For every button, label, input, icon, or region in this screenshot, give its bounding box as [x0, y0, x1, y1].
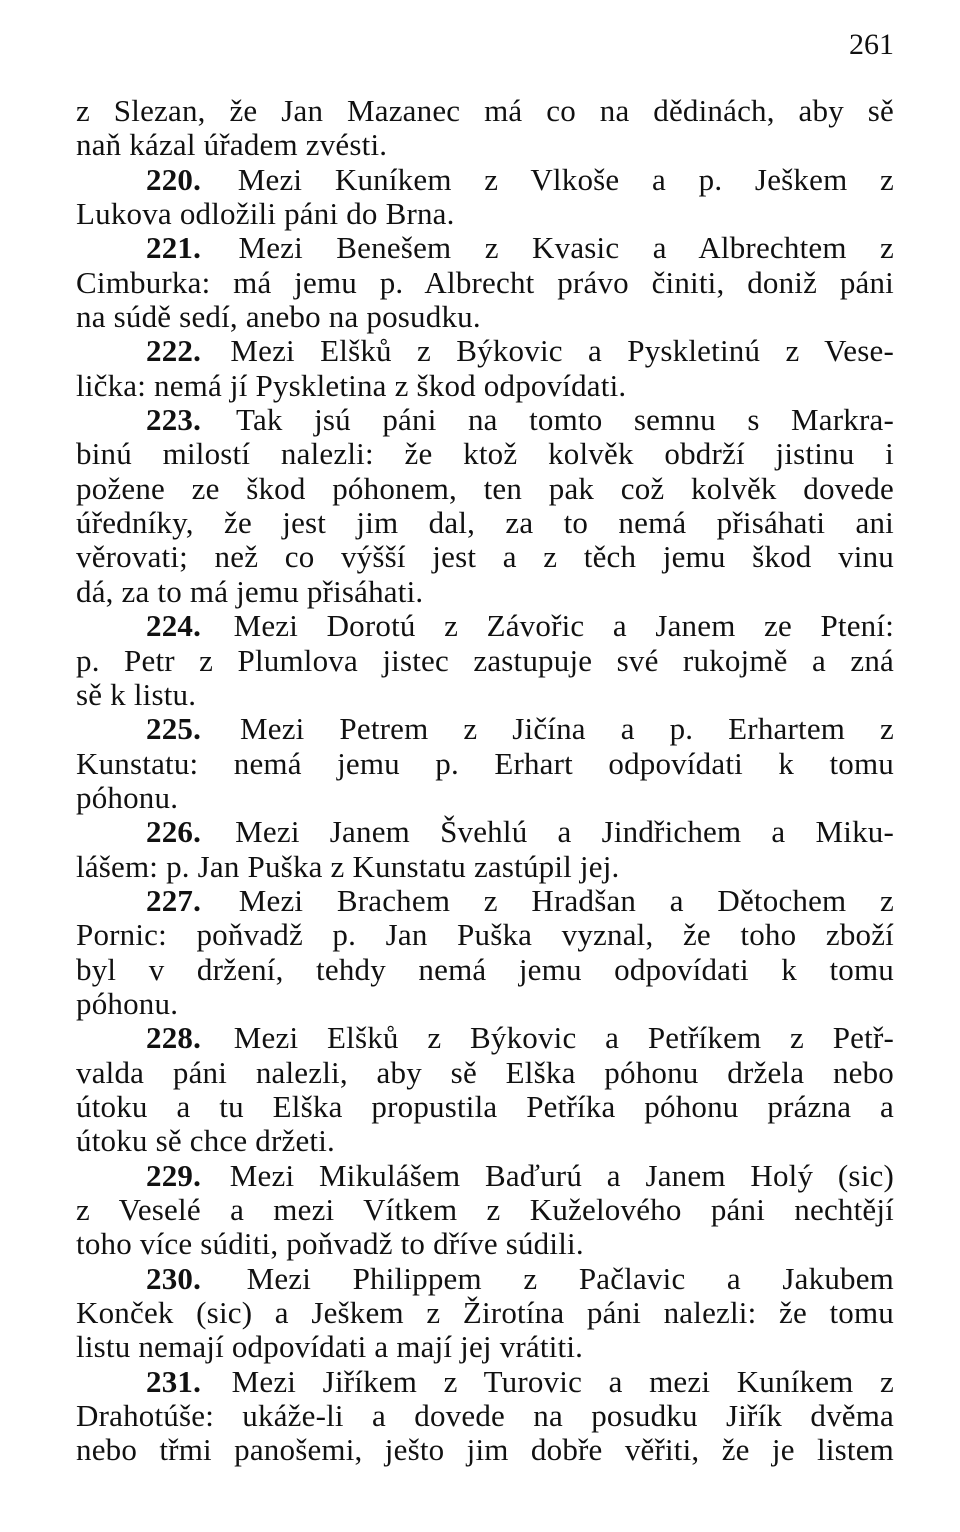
line-text: Mezi Petrem z Jičína a p. Erhartem z: [240, 712, 894, 747]
line-text: na súdě sedí, anebo na posudku.: [76, 300, 481, 335]
line-text: byl v držení, tehdy nemá jemu odpovídati k tomu: [76, 952, 894, 987]
line-text: útoku sě chce držeti.: [76, 1124, 335, 1159]
line-text: p. Petr z Plumlova jistec zastupuje své rukojmě a zná: [76, 643, 894, 678]
line-text: lička: nemá jí Pyskletina z škod odpovídati.: [76, 368, 627, 403]
entry-number: 223.: [146, 403, 202, 438]
text-line: [76, 231, 894, 265]
text-line: [76, 163, 894, 197]
line-text: sě k listu.: [76, 677, 197, 712]
line-text: Mezi Janem Švehlú a Jindřichem a Miku-: [235, 815, 894, 850]
entry-number: 220.: [146, 162, 202, 197]
line-text: Mezi Elšků z Býkovic a Petříkem z Petř-: [233, 1021, 894, 1056]
line-text: Mezi Elšků z Býkovic a Pyskletinú z Vese-: [230, 334, 894, 369]
body-text: [76, 94, 894, 1468]
entry-number: 227.: [146, 883, 202, 918]
text-line: [76, 300, 894, 334]
line-text: valda páni nalezli, aby sě Elška póhonu držela nebo: [76, 1055, 894, 1090]
entry-number: 221.: [146, 231, 202, 266]
text-line: [76, 1124, 894, 1158]
line-text: Mezi Mikulášem Baďurú a Janem Holý (sic): [229, 1158, 894, 1193]
line-text: Mezi Benešem z Kvasic a Albrechtem z: [238, 231, 894, 266]
text-line: [76, 437, 894, 471]
text-line: [76, 1433, 894, 1467]
text-line: [76, 369, 894, 403]
line-text: z Veselé a mezi Vítkem z Kuželového páni nechtějí: [76, 1193, 894, 1227]
text-line: [76, 1365, 894, 1399]
text-line: [76, 644, 894, 678]
line-text: z Slezan, že Jan Mazanec má co na dědinách, aby sě: [76, 94, 894, 128]
text-line: [76, 1296, 894, 1330]
line-text: lášem: p. Jan Puška z Kunstatu zastúpil jej.: [76, 849, 620, 884]
line-text: Cimburka: má jemu p. Albrecht právo činiti, doniž páni: [76, 265, 894, 300]
text-line: [76, 1399, 894, 1433]
text-line: [76, 197, 894, 231]
text-line: [76, 1330, 894, 1364]
line-text: Mezi Jiříkem z Turovic a mezi Kuníkem z: [231, 1364, 894, 1399]
entry-number: 222.: [146, 334, 202, 369]
line-text: Drahotúše: ukáže-li a dovede na posudku Jiřík dvěma: [76, 1399, 894, 1434]
line-text: dá, za to má jemu přisáhati.: [76, 574, 424, 609]
line-text: Mezi Brachem z Hradšan a Dětochem z: [238, 883, 894, 918]
entry-number: 231.: [146, 1364, 202, 1399]
text-line: [76, 884, 894, 918]
line-text: póhonu.: [76, 986, 179, 1021]
line-text: požene ze škod póhonem, ten pak což kolvěk dovede: [76, 471, 894, 506]
line-text: naň kázal úřadem zvésti.: [76, 128, 388, 163]
text-line: [76, 472, 894, 506]
entry-number: 229.: [146, 1158, 202, 1193]
text-line: [76, 575, 894, 609]
text-line: [76, 781, 894, 815]
text-line: [76, 1227, 894, 1261]
text-line: [76, 506, 894, 540]
text-line: [76, 1021, 894, 1055]
line-text: věrovati; než co výšší jest a z těch jemu škod vinu: [76, 540, 894, 575]
text-line: [76, 94, 894, 128]
line-text: Pornic: poňvadž p. Jan Puška vyznal, že toho zboží: [76, 918, 894, 953]
entry-number: 226.: [146, 815, 202, 850]
line-text: póhonu.: [76, 780, 179, 815]
text-line: [76, 747, 894, 781]
line-text: Mezi Dorotú z Závořic a Janem ze Ptení:: [233, 609, 894, 644]
line-text: listu nemají odpovídati a mají jej vrátiti.: [76, 1330, 584, 1365]
line-text: Kunstatu: nemá jemu p. Erhart odpovídati k tomu: [76, 746, 894, 781]
text-line: [76, 1056, 894, 1090]
line-text: nebo třmi panošemi, ješto jim dobře věřiti, že je listem: [76, 1433, 894, 1468]
line-text: Mezi Philippem z Pačlavic a Jakubem: [246, 1261, 894, 1296]
line-text: toho více súditi, poňvadž to dříve súdili.: [76, 1227, 584, 1262]
text-line: [76, 815, 894, 849]
line-text: Lukova odložili páni do Brna.: [76, 197, 455, 232]
line-text: Konček (sic) a Ješkem z Žirotína páni nalezli: že tomu: [76, 1296, 894, 1331]
text-line: [76, 266, 894, 300]
text-line: [76, 953, 894, 987]
text-line: [76, 712, 894, 746]
line-text: útoku a tu Elška propustila Petříka póhonu prázna a: [76, 1089, 894, 1124]
text-line: [76, 403, 894, 437]
text-line: [76, 334, 894, 368]
line-text: Tak jsú páni na tomto semnu s Markra-: [235, 403, 894, 438]
text-line: [76, 1193, 894, 1227]
line-text: úředníky, že jest jim dal, za to nemá přisáhati ani: [76, 506, 894, 541]
text-line: [76, 1090, 894, 1124]
text-line: [76, 1159, 894, 1193]
line-text: binú milostí nalezli: že ktož kolvěk obdrží jistinu i: [76, 437, 894, 472]
text-line: [76, 128, 894, 162]
entry-number: 230.: [146, 1261, 202, 1296]
entry-number: 224.: [146, 609, 202, 644]
text-line: [76, 918, 894, 952]
entry-number: 225.: [146, 712, 202, 747]
text-line: [76, 987, 894, 1021]
entry-number: 228.: [146, 1021, 202, 1056]
text-line: [76, 540, 894, 574]
text-line: [76, 609, 894, 643]
line-text: Mezi Kuníkem z Vlkoše a p. Ješkem z: [237, 162, 894, 197]
text-line: [76, 1262, 894, 1296]
text-line: [76, 678, 894, 712]
page-number: 261: [849, 28, 894, 61]
text-line: [76, 850, 894, 884]
